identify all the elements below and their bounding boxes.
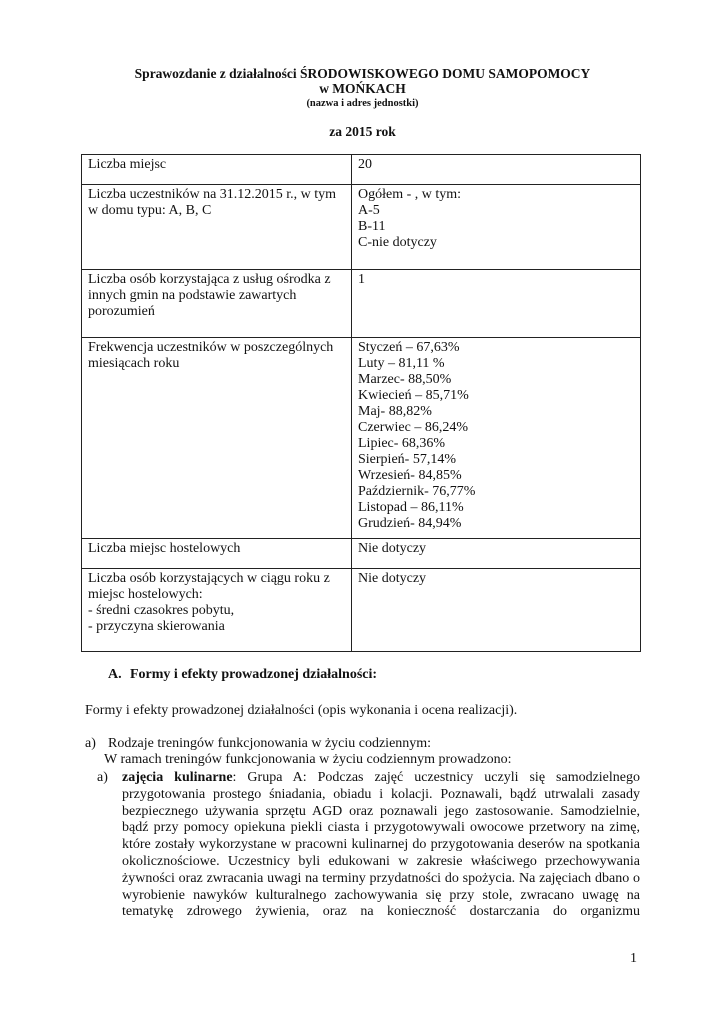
- row-value-line: Listopad – 86,11%: [358, 500, 464, 515]
- table-row: [82, 539, 641, 569]
- row-value-line: Lipiec- 68,36%: [358, 436, 446, 451]
- cooking-activities-item: [97, 770, 640, 921]
- item-text-line: tematykę zdrowego żywienia, oraz na konieczność dostarczania do organizmu: [122, 904, 640, 920]
- item-bold-lead: zajęcia kulinarne: [122, 770, 233, 785]
- row-value-cell: [352, 338, 641, 539]
- row-label-cell: [82, 539, 352, 569]
- row-value-line: Marzec- 88,50%: [358, 372, 452, 387]
- row-value-line: Sierpień- 57,14%: [358, 452, 456, 467]
- item-text-line: bezpiecznego używania sprzętu AGD oraz poznawali jego zastosowanie. Samodzielnie,: [122, 803, 640, 819]
- row-label-cell: [82, 270, 352, 338]
- row-value-line: Maj- 88,82%: [358, 404, 432, 419]
- row-value-line: C-nie dotyczy: [358, 235, 437, 250]
- report-title-location: w MOŃKACH: [319, 81, 406, 96]
- row-value-cell: [352, 185, 641, 270]
- list-item-a-subtext: W ramach treningów funkcjonowania w życiu codziennym prowadzono:: [104, 752, 512, 767]
- row-value-line: Luty – 81,11 %: [358, 356, 445, 371]
- row-label-line: Liczba miejsc: [88, 157, 167, 172]
- item-text-line: przygotowania prostego śniadania, obiadu i kolacji. Poznawali, bądź utrwalali zasady: [122, 786, 640, 802]
- row-label-line: innych gmin na podstawie zawartych: [88, 288, 297, 303]
- row-label-line: Liczba uczestników na 31.12.2015 r., w tym: [88, 187, 337, 202]
- row-value-line: Nie dotyczy: [358, 571, 427, 586]
- section-a-title: Formy i efekty prowadzonej działalności:: [130, 667, 378, 682]
- page-number: 1: [630, 951, 637, 966]
- row-value-line: Nie dotyczy: [358, 541, 427, 556]
- item-text-line: okolicznościowe. Uczestnicy byli edukowani w zakresie właściwego przechowywania: [122, 853, 640, 869]
- section-a-heading: [108, 667, 377, 683]
- row-value-line: 20: [358, 157, 372, 172]
- row-value-line: Ogółem - , w tym:: [358, 187, 462, 202]
- table-row: [82, 569, 641, 652]
- section-a-paragraph: Formy i efekty prowadzonej działalności (opis wykonania i ocena realizacji).: [85, 703, 518, 718]
- row-label-line: Liczba osób korzystająca z usług ośrodka z: [88, 272, 331, 287]
- row-label-line: Liczba miejsc hostelowych: [88, 541, 241, 556]
- info-table: [81, 154, 641, 652]
- cooking-item-text: [122, 770, 640, 921]
- table-row: [82, 155, 641, 185]
- list-item-a-marker: a): [85, 736, 96, 751]
- row-value-line: 1: [358, 272, 365, 287]
- row-label-line: miesiącach roku: [88, 356, 180, 371]
- row-value-cell: [352, 270, 641, 338]
- row-value-line: A-5: [358, 203, 380, 218]
- row-label-cell: [82, 569, 352, 652]
- row-label-line: - przyczyna skierowania: [88, 619, 225, 634]
- list-item-a: [85, 736, 431, 752]
- row-value-line: Październik- 76,77%: [358, 484, 476, 499]
- row-label-cell: [82, 185, 352, 270]
- cooking-item-marker: a): [97, 770, 108, 785]
- row-value-line: Grudzień- 84,94%: [358, 516, 462, 531]
- item-text-line: żywności oraz zwracania uwagi na terminy przydatności do spożycia. Na zajęciach dbano o: [122, 870, 640, 886]
- report-subtitle: (nazwa i adres jednostki): [306, 98, 419, 109]
- row-value-cell: [352, 569, 641, 652]
- table-row: [82, 338, 641, 539]
- item-text-line: które zostały wykorzystane w pracowni kulinarnej do przygotowania deserów na spotkania: [122, 837, 640, 853]
- report-title: Sprawozdanie z działalności ŚRODOWISKOWEGO DOMU SAMOPOMOCY: [134, 66, 591, 81]
- row-label-line: Frekwencja uczestników w poszczególnych: [88, 340, 334, 355]
- row-value-line: B-11: [358, 219, 386, 234]
- row-label-line: Liczba osób korzystających w ciągu roku z: [88, 571, 330, 586]
- row-label-line: w domu typu: A, B, C: [88, 203, 212, 218]
- row-label-cell: [82, 338, 352, 539]
- report-year: za 2015 rok: [329, 124, 396, 139]
- table-row: [82, 270, 641, 338]
- row-value-line: Czerwiec – 86,24%: [358, 420, 469, 435]
- table-row: [82, 185, 641, 270]
- row-value-line: Wrzesień- 84,85%: [358, 468, 462, 483]
- section-a-marker: A.: [108, 667, 122, 682]
- item-text-line: wyrobienie nawyków kulturalnego zachowywania się przy stole, zwracano uwagę na: [122, 887, 640, 903]
- row-label-line: - średni czasokres pobytu,: [88, 603, 235, 618]
- row-label-line: miejsc hostelowych:: [88, 587, 203, 602]
- row-label-cell: [82, 155, 352, 185]
- item-text-rest: : Grupa A: Podczas zajęć uczestnicy uczyli się samodzielnego: [232, 770, 641, 785]
- list-item-a-text: Rodzaje treningów funkcjonowania w życiu codziennym:: [108, 736, 432, 751]
- row-value-line: Kwiecień – 85,71%: [358, 388, 469, 403]
- row-value-cell: [352, 155, 641, 185]
- row-value-line: Styczeń – 67,63%: [358, 340, 460, 355]
- item-text-line: [122, 770, 640, 787]
- row-value-cell: [352, 539, 641, 569]
- item-text-line: bądź przy pomocy opiekuna piekli ciasta i przygotowywali owocowe przetwory na zimę,: [122, 820, 640, 836]
- row-label-line: porozumień: [88, 304, 155, 319]
